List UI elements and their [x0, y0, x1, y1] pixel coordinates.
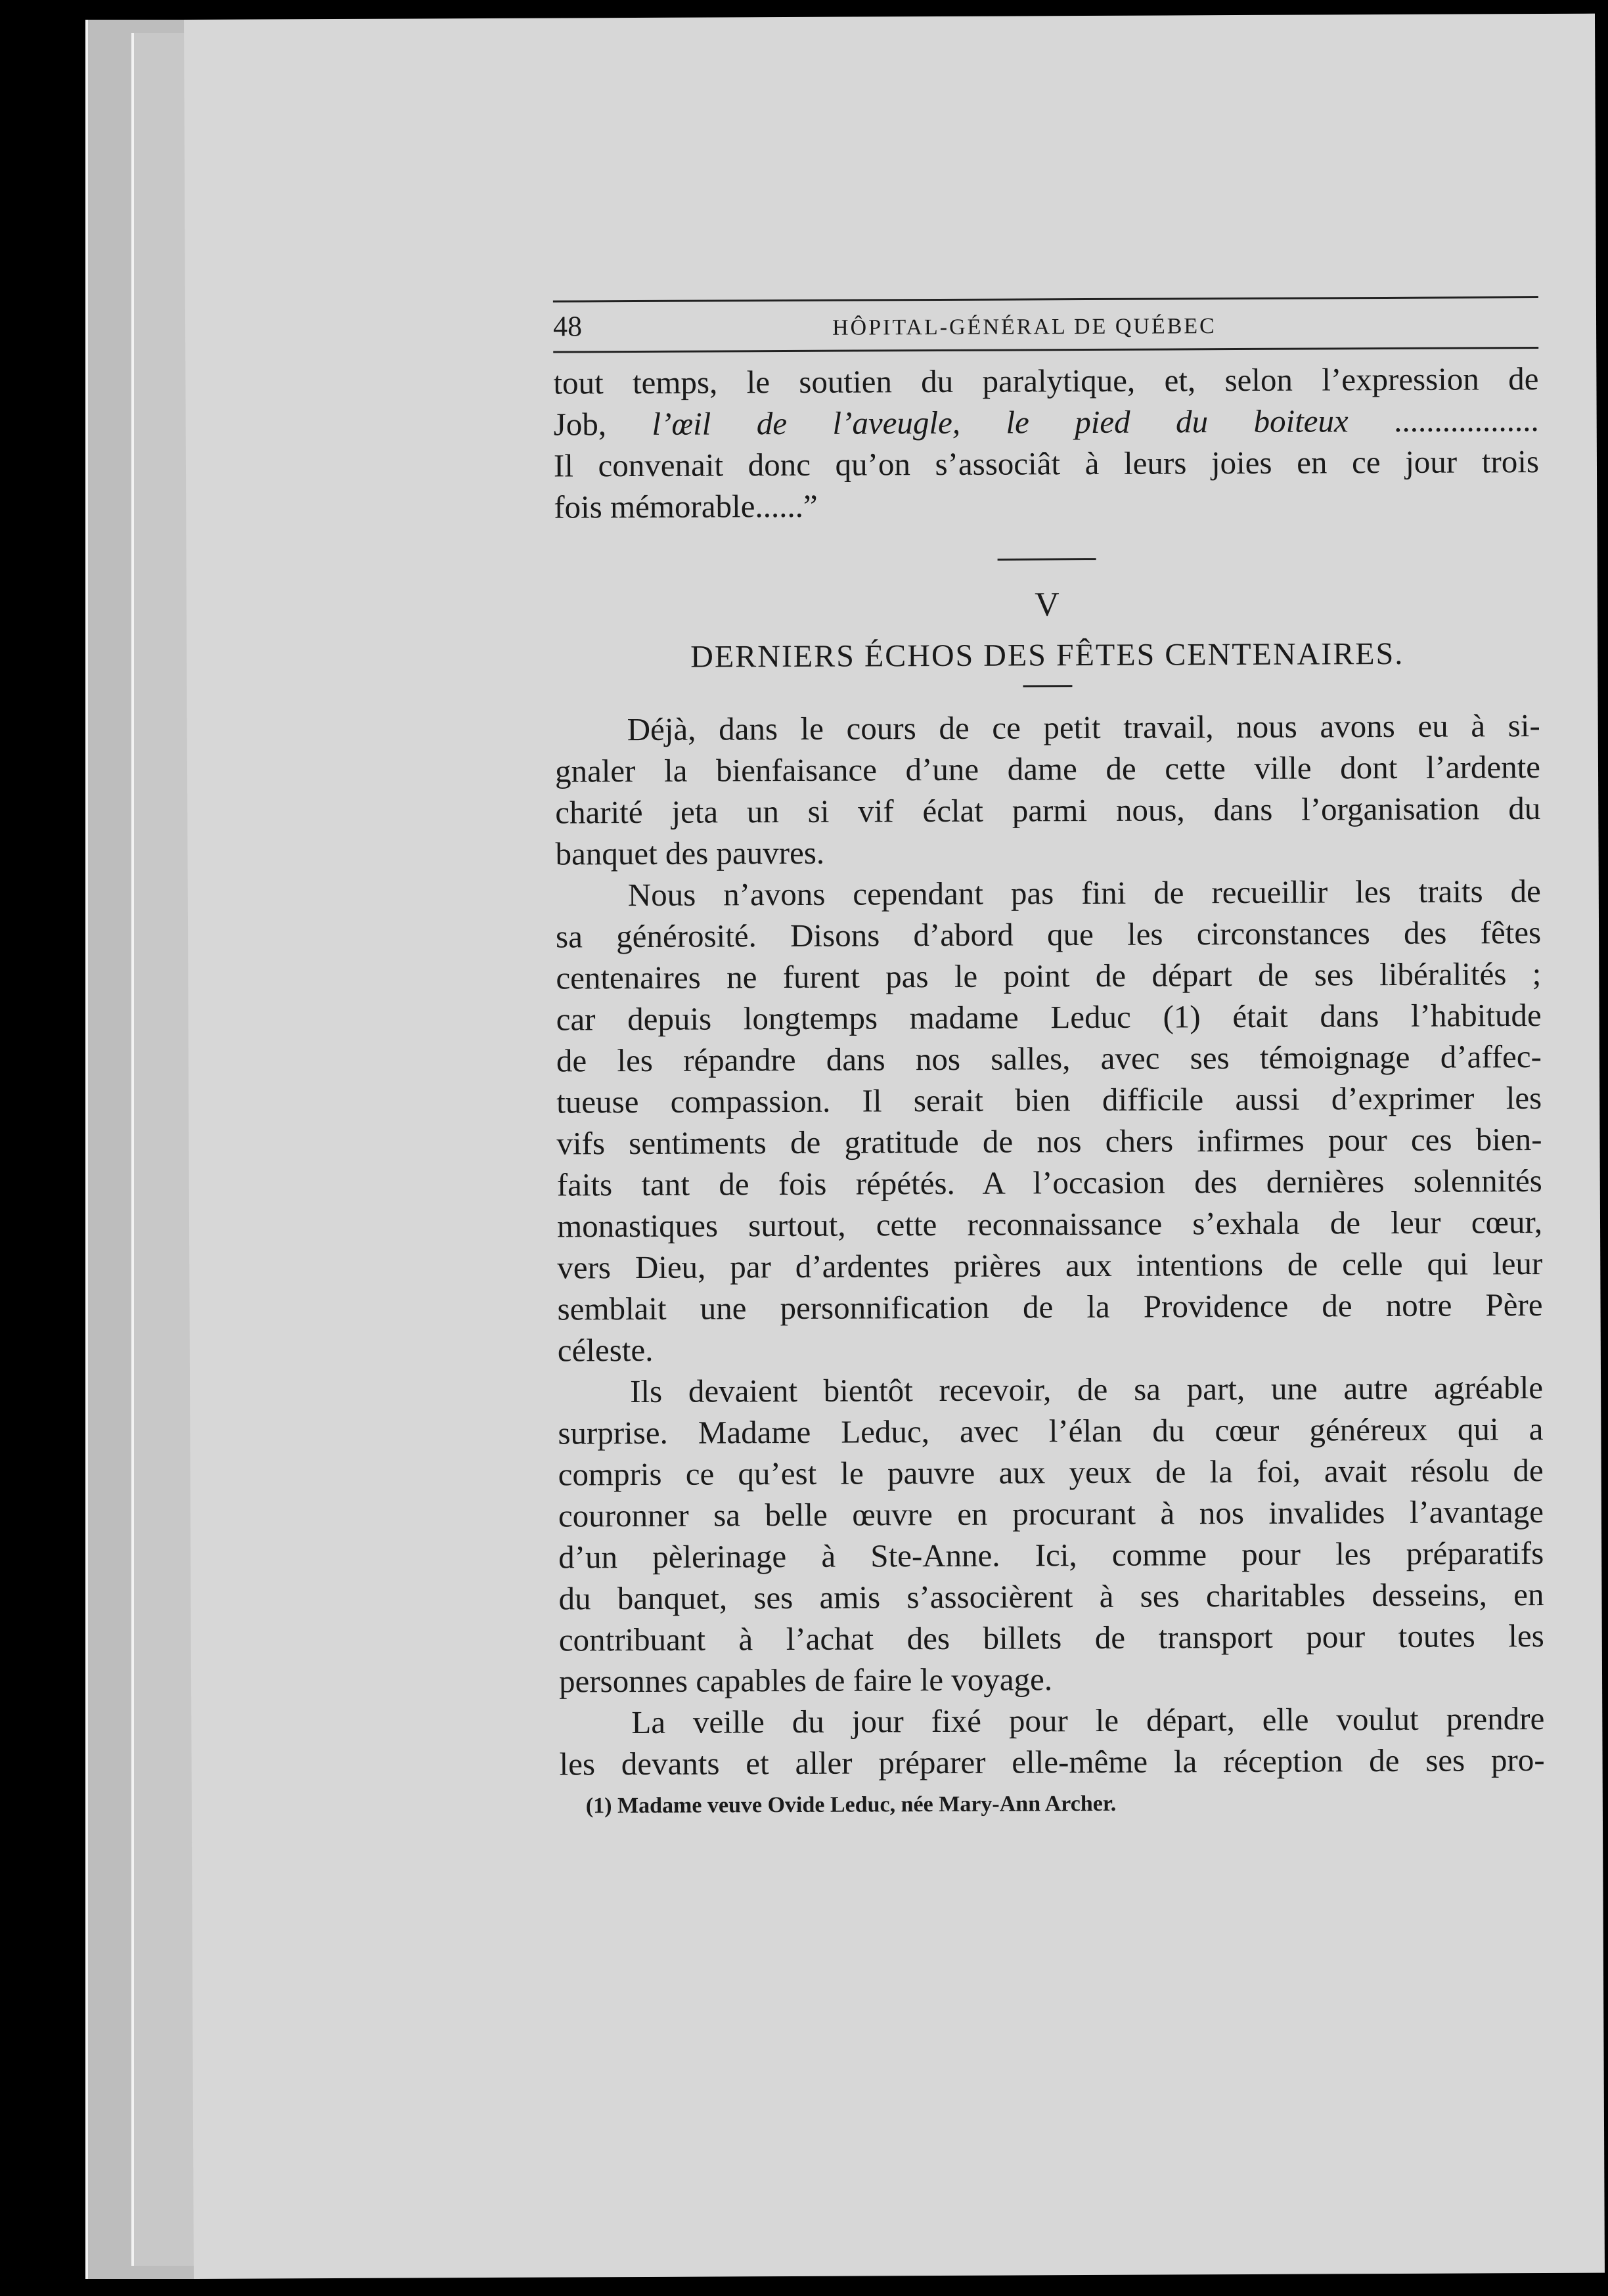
text-line: faits tant de fois répétés. A l’occasion des dernières solennités [556, 1162, 1542, 1203]
section-divider [998, 558, 1096, 561]
text-line: du banquet, ses amis s’associèrent à ses charitables desseins, en [558, 1576, 1544, 1617]
text-line: compris ce qu’est le pauvre aux yeux de la foi, avait résolu de [558, 1451, 1544, 1493]
text-line: contribuant à l’achat des billets de transport pour toutes les [558, 1617, 1544, 1658]
text-line: tout temps, le soutien du paralytique, et, selon l’expression de [553, 361, 1539, 401]
text-line: Déjà, dans le cours de ce petit travail, nous avons eu à si- [627, 707, 1540, 748]
page-number: 48 [552, 310, 583, 343]
title-divider [1023, 685, 1072, 687]
section-number: V [1034, 586, 1060, 624]
text-line: de les répandre dans nos salles, avec ses témoignage d’affec- [556, 1038, 1542, 1079]
text-line: couronner sa belle œuvre en procurant à nos invalides l’avantage [558, 1493, 1544, 1534]
text-line: personnes capables de faire le voyage. [558, 1661, 1053, 1700]
text-line: semblait une personnification de la Providence de notre Père [557, 1286, 1543, 1327]
text-line: car depuis longtemps madame Leduc (1) était dans l’habitude [556, 996, 1542, 1038]
text-line: banquet des pauvres. [555, 834, 825, 872]
text-line: tueuse compassion. Il serait bien difficile aussi d’exprimer les [556, 1079, 1542, 1120]
text-line: les devants et aller préparer elle-même la réception de ses pro- [559, 1741, 1545, 1782]
text-line: charité jeta un si vif éclat parmi nous, dans l’organisation du [555, 790, 1541, 831]
text-fragment: Job, [553, 405, 652, 443]
running-title: HÔPITAL-GÉNÉRAL DE QUÉBEC [832, 314, 1217, 340]
page-content [553, 296, 1545, 1819]
text-line: Ils devaient bientôt recevoir, de sa part, une autre agréable [629, 1369, 1544, 1410]
paragraph-1 [555, 705, 1541, 875]
text-line: La veille du jour fixé pour le départ, elle voulut prendre [631, 1700, 1545, 1741]
text-line: Nous n’avons cependant pas fini de recueillir les traits de [627, 872, 1541, 914]
text-line: centenaires ne furent pas le point de départ de ses libéralités ; [556, 955, 1542, 996]
paragraph-4 [559, 1698, 1545, 1785]
paragraph-3 [558, 1367, 1544, 1702]
text-line: d’un pèlerinage à Ste-Anne. Ici, comme pour les préparatifs [558, 1534, 1544, 1576]
section-title: DERNIERS ÉCHOS DES FÊTES CENTENAIRES. [690, 636, 1404, 674]
text-line: fois mémorable......” [554, 487, 818, 525]
book-page [184, 14, 1605, 2279]
text-line: Il convenait donc qu’on s’associât à leurs joies en ce jour trois [553, 443, 1540, 484]
text-line: monastiques surtout, cette reconnaissance s’exhala de leur cœur, [556, 1203, 1543, 1245]
text-line [554, 399, 1539, 445]
paragraph-2 [556, 870, 1543, 1371]
text-line: céleste. [557, 1331, 654, 1369]
text-line: surprise. Madame Leduc, avec l’élan du cœur généreux qui a [558, 1410, 1544, 1451]
text-line: gnaler la bienfaisance d’une dame de cette ville dont l’ardente [554, 749, 1541, 789]
page-header [553, 298, 1538, 351]
text-line: vers Dieu, par d’ardentes prières aux intentions de celle qui leur [557, 1245, 1543, 1286]
quotation-italic: l’œil de l’aveugle, le pied du boiteux [652, 403, 1349, 442]
opening-passage [553, 358, 1539, 528]
footnote: (1) Madame veuve Ovide Leduc, née Mary-Ann Archer. [585, 1791, 1117, 1819]
text-line: sa générosité. Disons d’abord que les circonstances des fêtes [555, 914, 1542, 955]
text-line: vifs sentiments de gratitude de nos chers infirmes pour ces bien- [556, 1120, 1542, 1162]
leader-dots: .................. [1348, 402, 1539, 439]
